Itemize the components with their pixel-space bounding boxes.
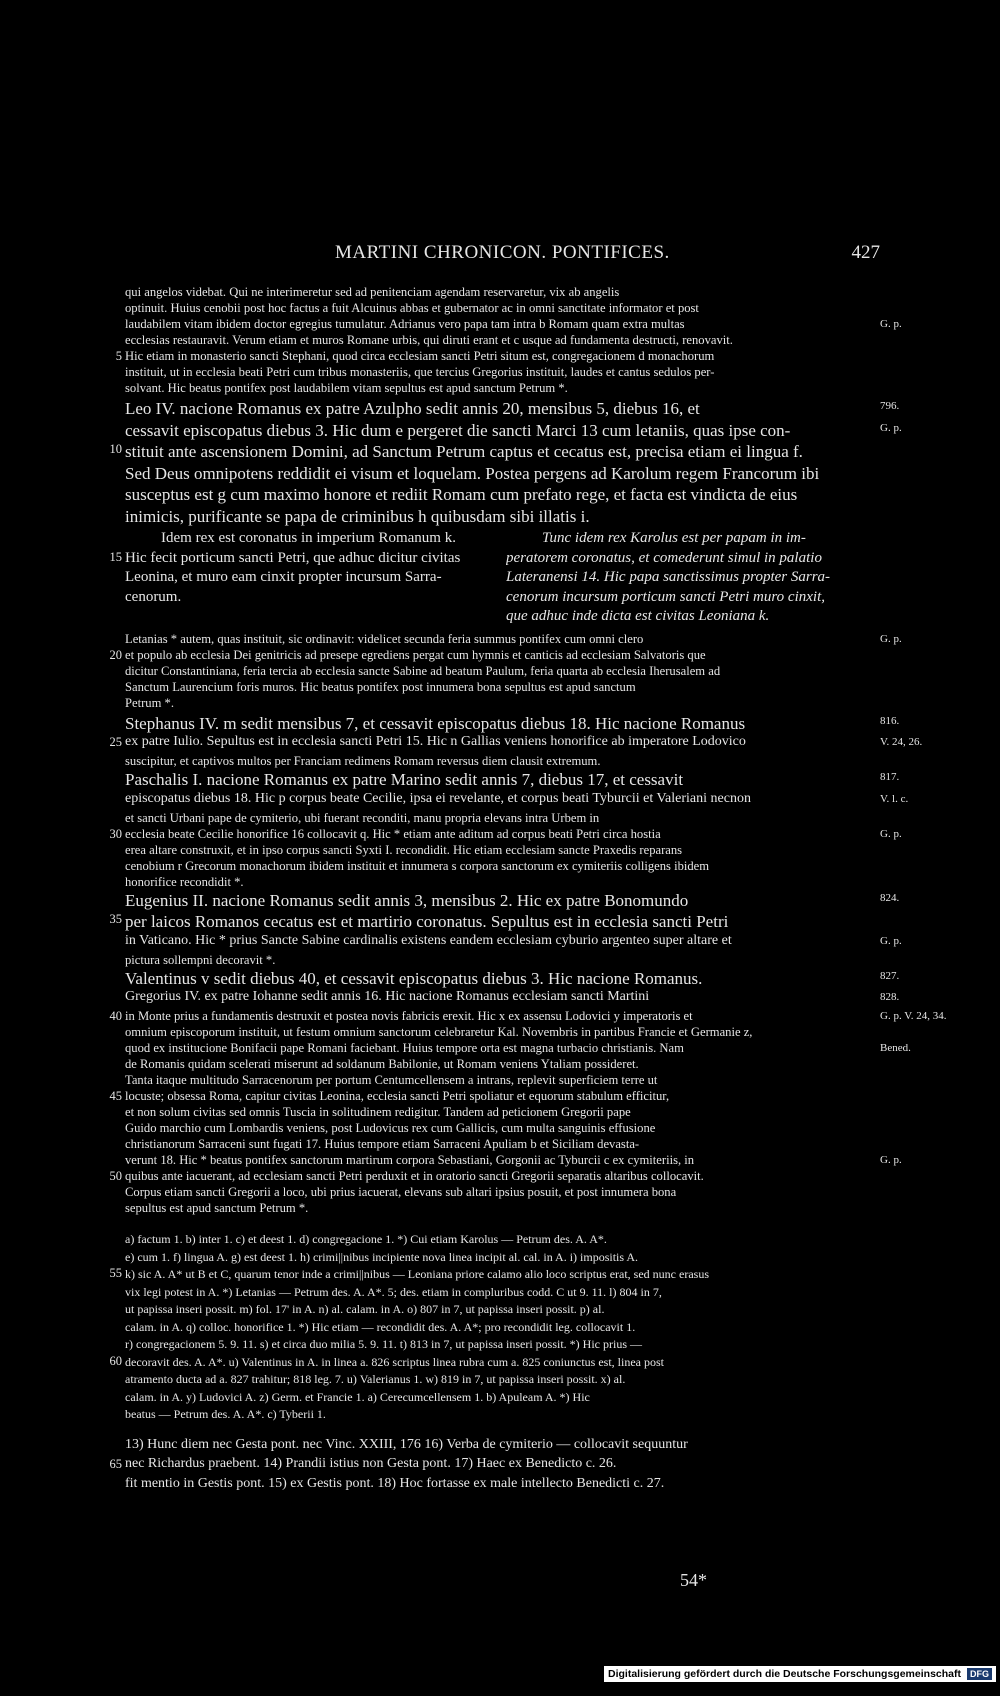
line-number: 65 — [109, 1457, 122, 1471]
text-line: ecclesias restauravit. Verum etiam et muros Romane urbis, qui diruti erant et c usque ad fundamenta destructi, renovavit. — [125, 333, 733, 347]
text-line: Tanta itaque multitudo Sarracenorum per portum Centumcellensem a intrans, replevit superficiem terre ut — [125, 1073, 658, 1087]
text-line: et non solum civitas sed omnis Tuscia in solitudinem redigitur. Tandem ad peticionem Gregorii pape — [125, 1105, 631, 1119]
text-line: cenobium r Grecorum monachorum ibidem instituit et innumera s corpora sanctorum ex cymiteriis colligens ibidem — [125, 858, 710, 873]
line-number: 30 — [109, 826, 122, 841]
text-line: et sancti Urbani pape de cymiterio, ubi fuerant reconditi, manu propria elevans intra Urbem in — [125, 810, 600, 825]
text-line: in Monte prius a fundamentis destruxit et postea novis fabricis erexit. Hic x ex assensu Lodovici y imperatoris et — [125, 1009, 693, 1023]
text-line: in Vaticano. Hic * prius Sancte Sabine cardinalis existens eandem ecclesiam cyburio argenteo super altare et — [125, 932, 732, 948]
text-line: christianorum Sarraceni sunt fugati 17. Huius tempore etiam Sarraceni Apuliam b et Siciliam devasta- — [125, 1137, 640, 1151]
source-note-line: 13) Hunc diem nec Gesta pont. nec Vinc. XXIII, 176 16) Verba de cymiterio — collocavit sequuntur — [125, 1436, 688, 1452]
margin-note: G. p. — [880, 934, 902, 947]
line-number: 5 — [115, 349, 122, 363]
text-line: dicitur Constantiniana, feria tercia ab ecclesia sancte Sabine ad beatum Paulum, feria quarta ab ecclesia Iherusalem ad — [125, 663, 721, 678]
text-line: optinuit. Huius cenobii post hoc factus a fuit Alcuinus abbas et gubernator ac in omni sanctitate informator et post — [125, 301, 699, 315]
text-line: honorifice recondidit *. — [125, 874, 244, 889]
text-line: omnium episcoporum instituit, ut festum omnium sanctorum celebraretur Kal. Novembris in partibus Francie et Germanie z, — [125, 1025, 753, 1039]
footer-text: Digitalisierung gefördert durch die Deutsche Forschungsgemeinschaft — [608, 1668, 961, 1680]
column-line: que adhuc inde dicta est civitas Leoniana k. — [506, 608, 770, 624]
footnote-line: calam. in A. y) Ludovici A. z) Germ. et Francie 1. a) Cerecumcellensem 1. b) Apuleam A. *) Hic — [125, 1389, 590, 1404]
text-line: episcopatus diebus 18. Hic p corpus beate Cecilie, ipsa ei revelante, et corpus beati Tyburcii et Valeriani necnon — [125, 790, 751, 806]
source-note-line: nec Richardus praebent. 14) Prandii istius non Gesta pont. 17) Haec ex Benedicto c. 26. — [125, 1456, 617, 1471]
pope-heading-line: Stephanus IV. m sedit mensibus 7, et cessavit episcopatus diebus 18. Hic nacione Romanus — [125, 713, 746, 733]
margin-note: G. p. — [880, 632, 902, 645]
footnote-line: k) sic A. A* ut B et C, quarum tenor inde a crimi||nibus — Leoniana priore calamo alio loco scriptus erat, sed nunc erasus — [125, 1267, 709, 1281]
text-line: pictura sollempni decoravit *. — [125, 952, 276, 967]
margin-note: 827. — [880, 969, 900, 982]
footnote-line: calam. in A. q) colloc. honorifice 1. *) Hic etiam — recondidit des. A. A*; pro recondidit leg. collocavit 1. — [125, 1319, 636, 1334]
margin-note: V. 24, 26. — [880, 736, 923, 748]
line-number: 60 — [109, 1353, 122, 1368]
margin-note: 828. — [880, 991, 900, 1003]
footnote-line: decoravit des. A. A*. u) Valentinus in A. in linea a. 826 scriptus linea rubra cum a. 825 coniunctus est, linea post — [125, 1354, 665, 1369]
text-line: suscipitur, et captivos multos per Franciam redimens Romam reversus diem clausit extremum. — [125, 754, 601, 768]
text-line: sepultus est apud sanctum Petrum *. — [125, 1201, 309, 1215]
text-line: verunt 18. Hic * beatus pontifex sanctorum martirum corpora Sebastiani, Gorgonii ac Tyburcii c ex cymiteriis, in — [125, 1153, 695, 1167]
text-line: Sed Deus omnipotens reddidit ei visum et loquelam. Postea pergens ad Karolum regem Francorum ibi — [125, 463, 820, 483]
pope-heading-line: Paschalis I. nacione Romanus ex patre Marino sedit annis 7, diebus 17, et cessavit — [125, 770, 684, 789]
line-number: 35 — [109, 912, 122, 926]
text-line: Sanctum Laurencium foris muros. Hic beatus pontifex post innumera bona sepultus est apud sanctum — [125, 679, 636, 694]
footnote-line: ut papissa inseri possit. m) fol. 17' in A. n) al. calam. in A. o) 807 in 7, ut papissa inseri possit. p) al. — [125, 1302, 605, 1316]
text-line: ex patre Iulio. Sepultus est in ecclesia sancti Petri 15. Hic n Gallias veniens honorifice ab imperatore Lodovico — [125, 734, 746, 749]
right-column — [506, 529, 881, 627]
source-note-line: fit mentio in Gestis pont. 15) ex Gestis pont. 18) Hoc fortasse ex male intellecto Benedicti c. 27. — [125, 1475, 665, 1491]
column-line: Lateranensi 14. Hic papa sanctissimus propter Sarra- — [506, 569, 831, 585]
text-line: stituit ante ascensionem Domini, ad Sanctum Petrum captus et cecatus est, precisa etiam ei lingua f. — [125, 442, 803, 461]
column-line: cenorum incursum porticum sancti Petri muro cinxit, — [506, 588, 825, 605]
running-title: MARTINI CHRONICON. PONTIFICES. — [335, 242, 670, 263]
footnote-line: atramento ducta ad a. 827 trahitur; 818 leg. 7. u) Valerianus 1. w) 819 in 7, ut papissa inseri possit. x) al. — [125, 1372, 626, 1386]
text-line: Guido marchio cum Lombardis veniens, post Ludovicus rex cum Gallicis, cum multa sanguinis effusione — [125, 1121, 656, 1135]
text-line: laudabilem vitam ibidem doctor egregius tumulatur. Adrianus vero papa tam intra b Romam quam extra multas — [125, 317, 685, 331]
column-line: Leonina, et muro eam cinxit propter incursum Sarra- — [125, 569, 442, 585]
text-line: locuste; obsessa Roma, capitur civitas Leonina, ecclesia sancti Petri spoliatur et equorum stabulum efficitur, — [125, 1089, 670, 1103]
pope-heading-line: per laicos Romanos cecatus est et martirio coronatus. Sepultus est in ecclesia sancti Petri — [125, 912, 729, 931]
column-line: Tunc idem rex Karolus est per papam in im- — [542, 530, 806, 546]
column-line: cenorum. — [125, 588, 182, 605]
funding-footer — [604, 1666, 996, 1682]
column-line: peratorem coronatus, et comederunt simul in palatio — [506, 549, 822, 566]
line-number: 15 — [109, 550, 122, 564]
text-line: qui angelos videbat. Qui ne interimeretur sed ad penitenciam agendam reservaretur, vix ab angelis — [125, 285, 620, 299]
text-line: erea altare construxit, et in ipso corpus sancti Syxti I. recondidit. Hic etiam ecclesiam sancte Praxedis reparans — [125, 842, 683, 857]
margin-note: 817. — [880, 771, 900, 783]
text-line: inimicis, purificante se papa de criminibus h quibusdam sibi illatis i. — [125, 506, 590, 526]
footnote-line: r) congregacionem 5. 9. 11. s) et circa duo milia 5. 9. 11. t) 813 in 7, ut papissa inseri possit. *) Hic prius — — [125, 1337, 643, 1351]
line-number: 10 — [109, 442, 122, 456]
running-header — [130, 242, 880, 272]
margin-note: G. p. — [880, 318, 902, 330]
line-number: 20 — [109, 647, 122, 662]
text-line: susceptus est g cum maximo honore et rediit Romam cum prefato rege, et facta est vindicta de eius — [125, 485, 798, 504]
text-line: Leo IV. nacione Romanus ex patre Azulpho sedit annis 20, mensibus 5, diebus 16, et — [125, 399, 700, 418]
margin-note: G. p. — [880, 827, 902, 840]
margin-note: V. l. c. — [880, 792, 909, 805]
text-line: Petrum *. — [125, 695, 174, 710]
line-number: 45 — [109, 1089, 122, 1103]
margin-note: G. p. — [880, 421, 902, 434]
margin-note: 796. — [880, 400, 900, 412]
margin-note: 816. — [880, 714, 900, 727]
text-line: de Romanis quidam scelerati miserunt ad soldanum Babilonie, ut Romam veniens Ytaliam possideret. — [125, 1057, 639, 1071]
text-line: et populo ab ecclesia Dei genitricis ad presepe egrediens pergat cum hymnis et canticis ad ecclesiam Salvatoris que — [125, 647, 706, 662]
footnote-line: beatus — Petrum des. A. A*. c) Tyberii 1. — [125, 1407, 326, 1421]
column-line: Hic fecit porticum sancti Petri, que adhuc dicitur civitas — [125, 549, 461, 566]
text-line: cessavit episcopatus diebus 3. Hic dum e pergeret die sancti Marci 13 cum letaniis, quas ipse con- — [125, 420, 791, 440]
margin-note: G. p. V. 24, 34. — [880, 1010, 947, 1022]
text-line: Hic etiam in monasterio sancti Stephani, quod circa ecclesiam sancti Petri situm est, congregacionem d monachorum — [125, 349, 715, 363]
pope-heading-line: Eugenius II. nacione Romanus sedit annis 3, mensibus 2. Hic ex patre Bonomundo — [125, 890, 689, 910]
margin-note: G. p. — [880, 1154, 902, 1166]
text-line: Letanias * autem, quas instituit, sic ordinavit: videlicet secunda feria summus pontifex cum omni clero — [125, 631, 644, 646]
text-line: quod ex institucione Bonifacii pape Romani faciebant. Huius tempore orta est magna turbacio christianis. Nam — [125, 1041, 684, 1055]
footnote-line: a) factum 1. b) inter 1. c) et deest 1. d) congregacione 1. *) Cui etiam Karolus — Petrum des. A. A*. — [125, 1232, 607, 1246]
text-line: instituit, ut in ecclesia beati Petri cum tribus monasteriis, que tercius Gregorius instituit, laudes et cantus sedulos per- — [125, 365, 715, 379]
sheet-signature: 54* — [680, 1570, 707, 1590]
line-number: 25 — [109, 735, 122, 749]
footnote-line: e) cum 1. f) lingua A. g) est deest 1. h) crimi||nibus incipiente nova linea incipit al. cal. in A. i) impositis A. — [125, 1249, 639, 1264]
left-column — [125, 529, 487, 607]
margin-note: Bened. — [880, 1042, 911, 1054]
margin-note: 824. — [880, 891, 900, 904]
line-number: 40 — [109, 1009, 122, 1023]
text-line: Gregorius IV. ex patre Iohanne sedit annis 16. Hic nacione Romanus ecclesiam sancti Martini — [125, 989, 650, 1004]
column-line: Idem rex est coronatus in imperium Romanum k. — [161, 530, 456, 546]
line-number: 50 — [109, 1169, 122, 1183]
text-line: solvant. Hic beatus pontifex post laudabilem vitam sepultus est apud sanctum Petrum *. — [125, 381, 568, 395]
footnote-line: vix legi potest in A. *) Letanias — Petrum des. A. A*. 5; des. etiam in compluribus codd. C ut 9. 11. l) 804 in 7, — [125, 1284, 662, 1299]
dfg-logo: DFG — [967, 1668, 992, 1680]
pope-heading-line: Valentinus v sedit diebus 40, et cessavit episcopatus diebus 3. Hic nacione Romanus. — [125, 968, 703, 988]
text-line: Corpus etiam sancti Gregorii a loco, ubi prius iacuerat, elevans sub altari ipsius posuit, et post innumera bona — [125, 1185, 677, 1199]
page-number: 427 — [851, 242, 880, 263]
line-number: 55 — [109, 1266, 122, 1280]
text-line: ecclesia beate Cecilie honorifice 16 collocavit q. Hic * etiam ante aditum ad corpus beati Petri circa hostia — [125, 826, 661, 841]
text-line: quibus ante iacuerant, ad ecclesiam sancti Petri perduxit et in oratorio sancti Gregorii separatis altaribus collocavit. — [125, 1169, 704, 1183]
